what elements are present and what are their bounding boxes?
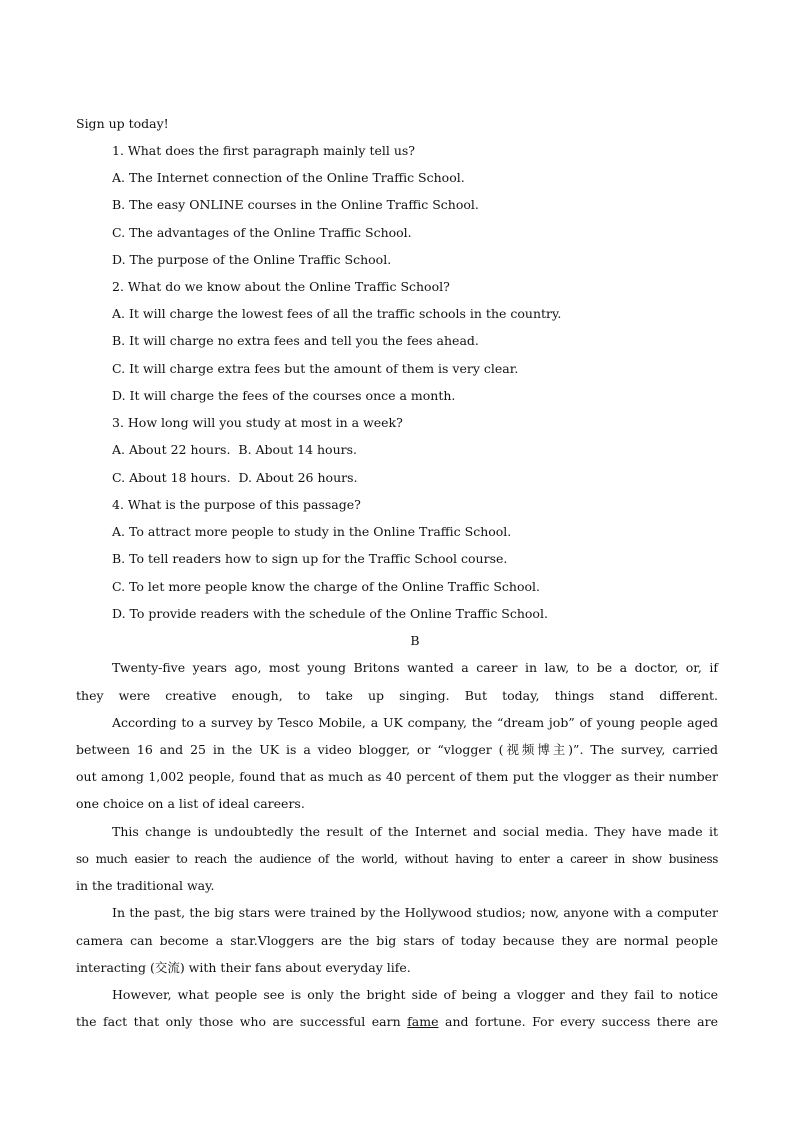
paragraph-3-line-3: in the traditional way. bbox=[76, 878, 215, 893]
paragraph-2-line-2: between 16 and 25 in the UK is a video blogger, or “vlogger (视频博主)”. The survey, carried bbox=[76, 742, 718, 757]
question-2-option-c: C. It will charge extra fees but the amount of them is very clear. bbox=[112, 361, 519, 376]
paragraph-3-line-1: This change is undoubtedly the result of the Internet and social media. They have made it bbox=[112, 824, 718, 839]
underlined-word-fame: fame bbox=[407, 1014, 439, 1029]
paragraph-2-line-4: one choice on a list of ideal careers. bbox=[76, 796, 305, 811]
question-2-option-a: A. It will charge the lowest fees of all the traffic schools in the country. bbox=[112, 306, 562, 321]
paragraph-2-line-3: out among 1,002 people, found that as much as 40 percent of them put the vlogger as their number bbox=[76, 769, 718, 784]
section-heading: B bbox=[410, 633, 420, 648]
question-4-stem: 4. What is the purpose of this passage? bbox=[112, 497, 361, 512]
paragraph-5-text-before: the fact that only those who are successful earn bbox=[76, 1014, 408, 1029]
paragraph-4-line-1: In the past, the big stars were trained by the Hollywood studios; now, anyone with a computer bbox=[112, 905, 718, 920]
question-4-option-d: D. To provide readers with the schedule of the Online Traffic School. bbox=[112, 606, 548, 621]
paragraph-5-line-2 bbox=[76, 1014, 718, 1030]
paragraph-1-line-2: they were creative enough, to take up singing. But today, things stand different. bbox=[76, 688, 718, 703]
question-2-option-b: B. It will charge no extra fees and tell you the fees ahead. bbox=[112, 333, 479, 348]
paragraph-4-line-3: interacting (交流) with their fans about everyday life. bbox=[76, 960, 411, 975]
question-3-options-row-2: C. About 18 hours. D. About 26 hours. bbox=[112, 470, 358, 485]
question-3-options-row-1: A. About 22 hours. B. About 14 hours. bbox=[112, 442, 357, 457]
question-2-option-d: D. It will charge the fees of the courses once a month. bbox=[112, 388, 456, 403]
question-4-option-c: C. To let more people know the charge of the Online Traffic School. bbox=[112, 579, 541, 594]
question-1-stem: 1. What does the first paragraph mainly tell us? bbox=[112, 143, 416, 158]
paragraph-5-line-1: However, what people see is only the bright side of being a vlogger and they fail to notice bbox=[112, 987, 718, 1002]
question-4-option-a: A. To attract more people to study in the Online Traffic School. bbox=[112, 524, 512, 539]
paragraph-2-line-1: According to a survey by Tesco Mobile, a UK company, the “dream job” of young people aged bbox=[112, 715, 718, 730]
question-2-stem: 2. What do we know about the Online Traffic School? bbox=[112, 279, 450, 294]
question-1-option-d: D. The purpose of the Online Traffic School. bbox=[112, 252, 392, 267]
paragraph-4-line-2: camera can become a star.Vloggers are the big stars of today because they are normal people bbox=[76, 933, 718, 948]
question-1-option-c: C. The advantages of the Online Traffic School. bbox=[112, 225, 412, 240]
question-1-option-a: A. The Internet connection of the Online Traffic School. bbox=[112, 170, 465, 185]
passage-closing-line: Sign up today! bbox=[76, 116, 169, 131]
paragraph-3-line-2: so much easier to reach the audience of the world, without having to enter a career in show business bbox=[76, 852, 718, 866]
question-1-option-b: B. The easy ONLINE courses in the Online Traffic School. bbox=[112, 197, 479, 212]
paragraph-1-line-1: Twenty-five years ago, most young Britons wanted a career in law, to be a doctor, or, if bbox=[112, 660, 718, 675]
question-4-option-b: B. To tell readers how to sign up for the Traffic School course. bbox=[112, 551, 508, 566]
paragraph-5-text-after: and fortune. For every success there are bbox=[438, 1014, 718, 1029]
question-3-stem: 3. How long will you study at most in a week? bbox=[112, 415, 403, 430]
